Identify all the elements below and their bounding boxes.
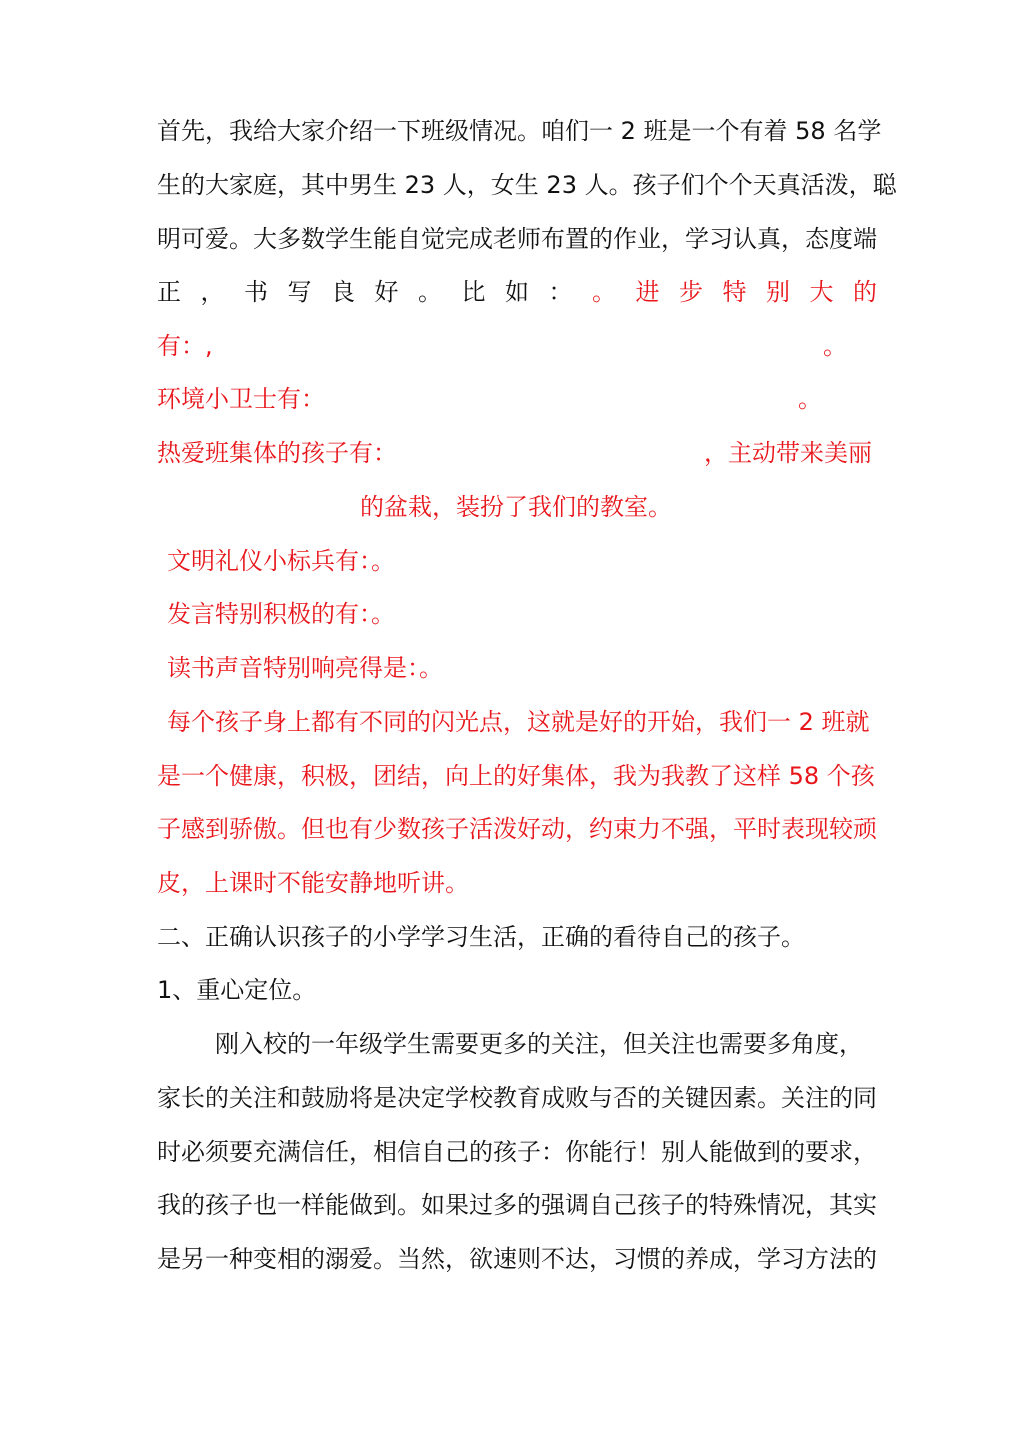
paragraph-line: 首先，我给大家介绍一下班级情况。咱们一 2 班是一个有着 58 名学 (157, 117, 882, 145)
progress-continuation: 有：, (157, 332, 213, 360)
char: 书 (244, 278, 268, 306)
highlight-line (157, 326, 877, 366)
highlight-line: 皮，上课时不能安静地听讲。 (157, 869, 469, 897)
highlight-line: 读书声音特别响亮得是：。 (167, 654, 443, 682)
paragraph-line: 刚入校的一年级学生需要更多的关注，但关注也需要多角度， (215, 1030, 863, 1058)
char: 的 (853, 278, 877, 306)
highlight-line: 文明礼仪小标兵有：。 (167, 547, 395, 575)
paragraph-line: 生的大家庭，其中男生 23 人，女生 23 人。孩子们个个天真活泼，聪 (157, 171, 897, 199)
char: 正 (157, 278, 181, 306)
subheading: 1、重心定位。 (157, 976, 317, 1004)
highlight-line (157, 433, 877, 473)
highlight-line: 子感到骄傲。但也有少数孩子活泼好动，约束力不强，平时表现较顽 (157, 815, 877, 843)
char: 良 (331, 278, 355, 306)
environment-label: 环境小卫士有： (157, 385, 325, 413)
char: 步 (679, 278, 703, 306)
highlight-line: 每个孩子身上都有不同的闪光点，这就是好的开始，我们一 2 班就 (167, 708, 870, 736)
char: 别 (766, 278, 790, 306)
highlight-line: 的盆栽，装扮了我们的教室。 (360, 493, 672, 521)
char: 特 (722, 278, 747, 306)
paragraph-line: 家长的关注和鼓励将是决定学校教育成败与否的关键因素。关注的同 (157, 1084, 877, 1112)
paragraph-line: 是另一种变相的溺爱。当然，欲速则不达，习惯的养成，学习方法的 (157, 1245, 877, 1273)
char: 进 (635, 278, 660, 306)
char: 比 (461, 278, 486, 306)
progress-end: 。 (823, 332, 847, 360)
environment-end: 。 (798, 385, 822, 413)
section-heading: 二、正确认识孩子的小学学习生活，正确的看待自己的孩子。 (157, 923, 805, 951)
paragraph-line: 我的孩子也一样能做到。如果过多的强调自己孩子的特殊情况，其实 (157, 1191, 877, 1219)
highlight-line: 是一个健康，积极，团结，向上的好集体，我为我教了这样 58 个孩 (157, 762, 875, 790)
highlight-line: 发言特别积极的有：。 (167, 600, 395, 628)
char: 写 (287, 278, 312, 306)
highlight-line (157, 379, 877, 419)
paragraph-line: 明可爱。大多数学生能自觉完成老师布置的作业，学习认真，态度端 (157, 225, 877, 253)
char: ， (200, 278, 225, 306)
justified-line (157, 272, 877, 312)
char: 好 (374, 278, 399, 306)
paragraph-line: 时必须要充满信任，相信自己的孩子：你能行！别人能做到的要求， (157, 1138, 877, 1166)
char: 。 (418, 278, 442, 306)
class-love-tail: ，主动带来美丽 (704, 439, 872, 467)
char: 如 (505, 278, 529, 306)
char: 大 (809, 278, 834, 306)
char: ： (548, 278, 573, 306)
char: 。 (592, 278, 616, 306)
class-love-label: 热爱班集体的孩子有： (157, 439, 397, 467)
